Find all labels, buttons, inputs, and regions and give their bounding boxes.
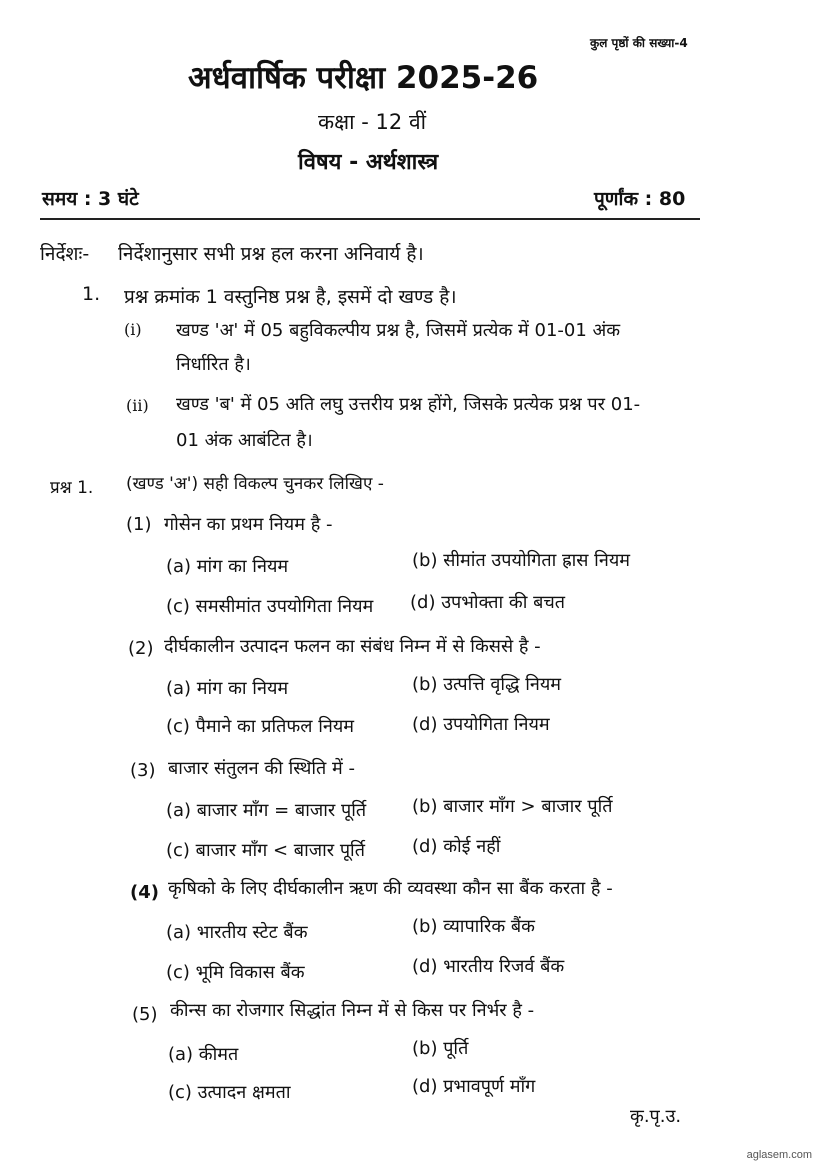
mcq-option-b: (b) पूर्ति (412, 1038, 469, 1059)
class-line: कक्षा - 12 वीं (318, 110, 427, 134)
mcq-option-d: (d) प्रभावपूर्ण माँग (412, 1076, 536, 1097)
instruction-item-number: 1. (82, 283, 101, 305)
mcq-question: कृषिको के लिए दीर्घकालीन ऋण की व्यवस्था कौन सा बैंक करता है - (168, 878, 613, 899)
sub-instruction-number: (ii) (126, 396, 149, 415)
instructions-label: निर्देशः- (40, 243, 90, 265)
mcq-number: (1) (126, 514, 152, 535)
sub-instruction-text: खण्ड 'अ' में 05 बहुविकल्पीय प्रश्न है, जिसमें प्रत्येक में 01-01 अंक (176, 320, 621, 341)
header-divider (40, 218, 700, 220)
mcq-question: बाजार संतुलन की स्थिति में - (168, 758, 356, 779)
mcq-question: गोसेन का प्रथम नियम है - (164, 514, 333, 535)
mcq-number: (2) (128, 638, 154, 659)
mcq-option-d: (d) भारतीय रिजर्व बैंक (412, 956, 565, 977)
question-label: प्रश्न 1. (50, 478, 94, 498)
mcq-number: (4) (130, 882, 159, 903)
mcq-option-b: (b) सीमांत उपयोगिता ह्रास नियम (412, 550, 631, 571)
mcq-question: दीर्घकालीन उत्पादन फलन का संबंध निम्न में से किससे है - (164, 636, 541, 657)
mcq-option-b: (b) उत्पत्ति वृद्धि नियम (412, 674, 562, 695)
mcq-option-c: (c) पैमाने का प्रतिफल नियम (166, 716, 355, 737)
mcq-option-c: (c) भूमि विकास बैंक (166, 962, 305, 983)
please-turn-over: कृ.पृ.उ. (630, 1106, 682, 1127)
mcq-number: (5) (132, 1004, 158, 1025)
mcq-option-d: (d) उपयोगिता नियम (412, 714, 550, 735)
question-heading: (खण्ड 'अ') सही विकल्प चुनकर लिखिए - (126, 474, 384, 494)
mcq-option-c: (c) बाजार माँग < बाजार पूर्ति (166, 840, 365, 861)
sub-instruction-text: खण्ड 'ब' में 05 अति लघु उत्तरीय प्रश्न होंगे, जिसके प्रत्येक प्रश्न पर 01- (176, 394, 641, 415)
mcq-option-d: (d) कोई नहीं (412, 836, 501, 857)
mcq-option-c: (c) समसीमांत उपयोगिता नियम (166, 596, 374, 617)
mcq-question: कीन्स का रोजगार सिद्धांत निम्न में से किस पर निर्भर है - (170, 1000, 535, 1021)
mcq-option-d: (d) उपभोक्ता की बचत (410, 592, 566, 613)
mcq-option-b: (b) बाजार माँग > बाजार पूर्ति (412, 796, 613, 817)
watermark: aglasem.com (746, 1149, 812, 1161)
instruction-item-text: प्रश्न क्रमांक 1 वस्तुनिष्ठ प्रश्न है, इसमें दो खण्ड है। (124, 286, 457, 308)
mcq-option-a: (a) भारतीय स्टेट बैंक (166, 922, 308, 943)
sub-instruction-number: (i) (124, 320, 142, 339)
sub-instruction-text-cont: निर्धारित है। (176, 354, 251, 375)
max-marks: पूर्णांक : 80 (594, 188, 686, 210)
exam-title: अर्धवार्षिक परीक्षा 2025-26 (188, 60, 539, 96)
mcq-option-a: (a) बाजार माँग = बाजार पूर्ति (166, 800, 367, 821)
mcq-option-c: (c) उत्पादन क्षमता (168, 1082, 291, 1103)
page-count-note: कुल पृष्ठों की सख्या-4 (590, 36, 688, 50)
mcq-option-a: (a) मांग का नियम (166, 678, 289, 699)
mcq-number: (3) (130, 760, 156, 781)
subject-line: विषय - अर्थशास्त्र (298, 150, 439, 175)
time-allowed: समय : 3 घंटे (42, 188, 139, 210)
mcq-option-b: (b) व्यापारिक बैंक (412, 916, 536, 937)
sub-instruction-text-cont: 01 अंक आबंटित है। (176, 430, 313, 451)
instructions-text: निर्देशानुसार सभी प्रश्न हल करना अनिवार्य है। (118, 243, 424, 265)
mcq-option-a: (a) मांग का नियम (166, 556, 289, 577)
mcq-option-a: (a) कीमत (168, 1044, 239, 1065)
